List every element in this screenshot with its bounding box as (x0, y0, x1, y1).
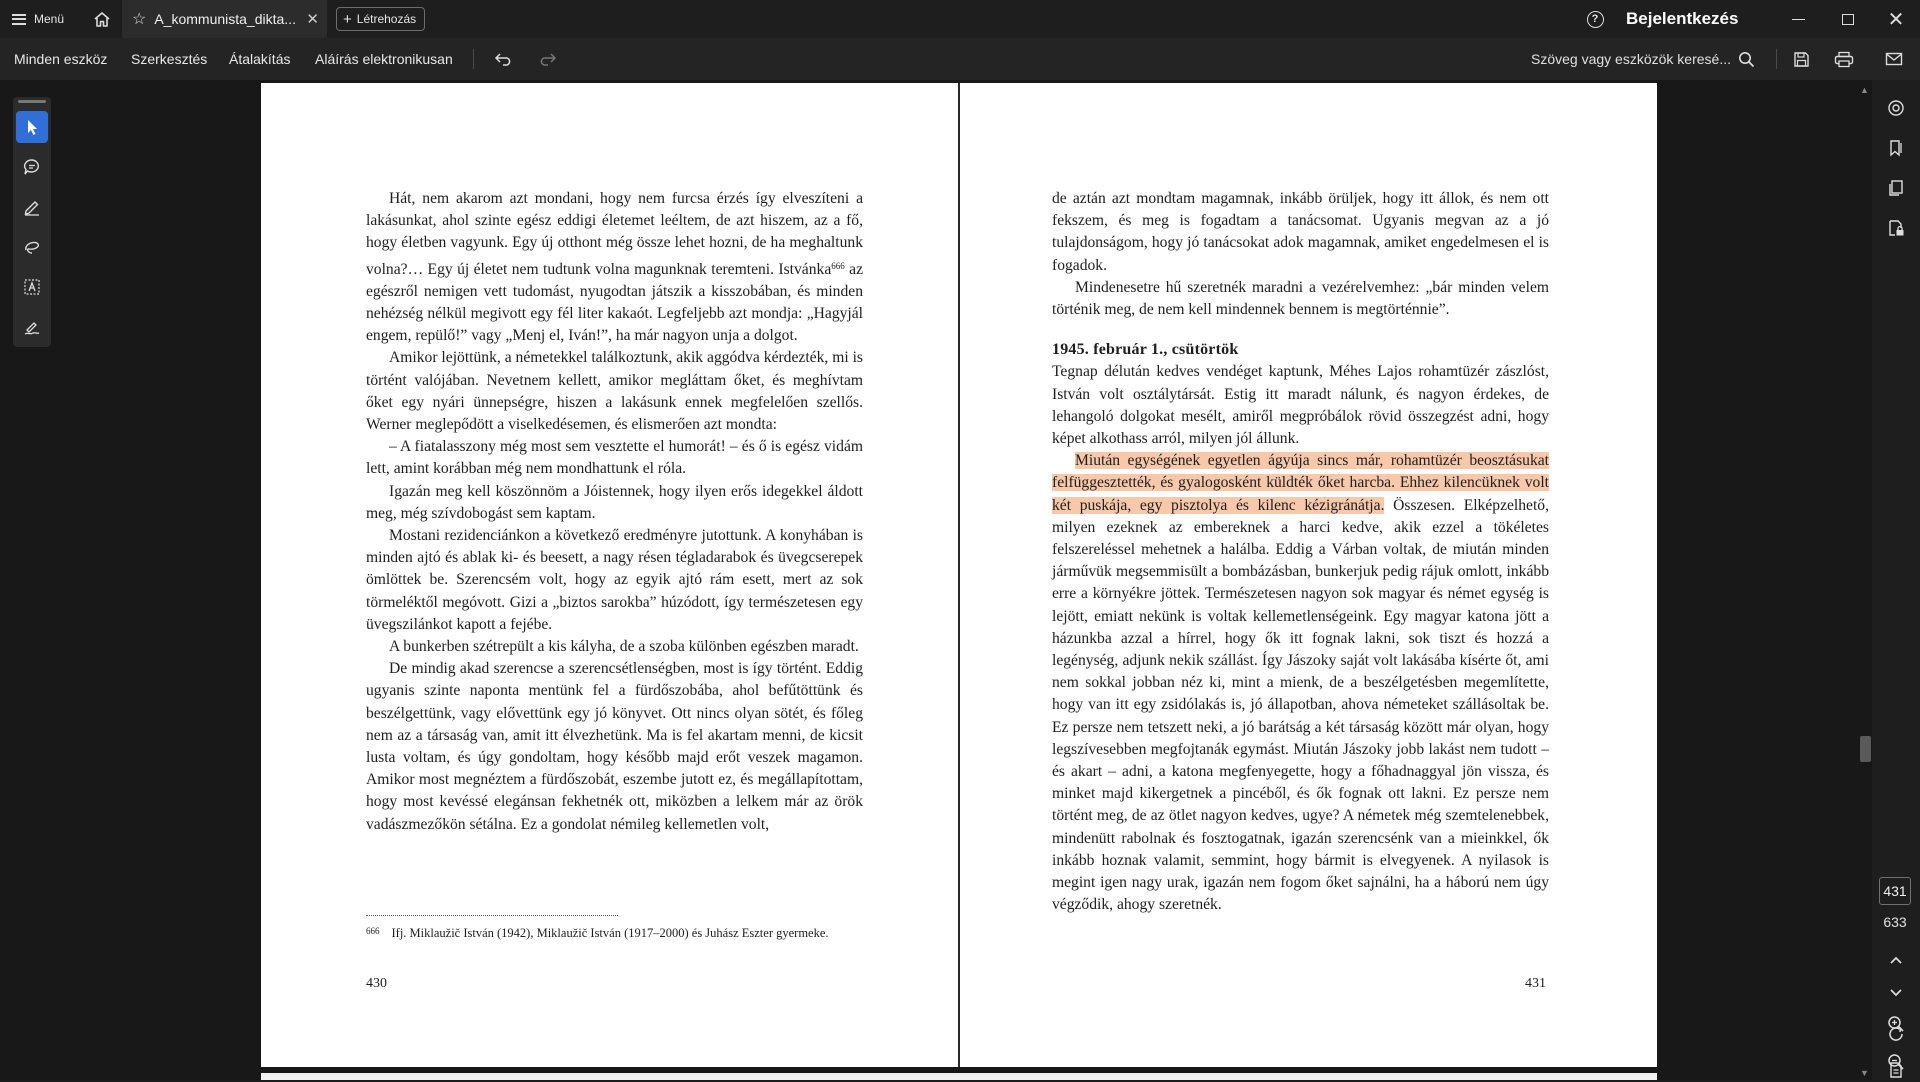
text-select-tool[interactable] (16, 271, 48, 303)
help-button[interactable] (1585, 0, 1605, 38)
email-button[interactable] (1885, 38, 1903, 80)
convert-menu[interactable]: Átalakítás (229, 51, 291, 67)
footnote-text: Ifj. Miklaužič István (1942), Miklaužič István (1917–2000) és Juhász Eszter gyermeke. (391, 926, 829, 940)
menu-label: Menü (34, 12, 65, 26)
footnote-number: 666 (366, 926, 380, 936)
search-field[interactable]: Szöveg vagy eszközök keresé... (1531, 51, 1731, 67)
pages-button[interactable] (1884, 176, 1908, 200)
paragraph: De mindig akad szerencse a szerencsétlenségben, most is így történt. Eddig ugyanis szinte naponta mentünk fel a fürdőszobába, ahol befűtöttünk és beszélgettünk, vagy elővettünk egy jó könyvet. Ott nincs olyan sötét, és főleg nem az a társaság van, amit itt élvezhetünk. Ma is fel akartam menni, de kicsit lusta voltam, és úgy gondoltam, hogy később majd erőt veszek magamon. Amikor most megnéztem a fürdőszobát, eszembe jutott ez, és megállapítottam, hogy most kevéssé elegánsan fekhetnék ott, miközben a lelkem már az örök vadászmezőkön sétálna. Ez a gondolat némileg kellemetlen volt, (366, 660, 863, 833)
restore-button[interactable] (1838, 0, 1858, 38)
page-number: 431 (1525, 976, 1546, 991)
zoom-in-button[interactable] (1884, 1012, 1908, 1036)
minimize-button[interactable] (1788, 0, 1808, 38)
create-label: Létrehozás (356, 12, 417, 26)
star-icon[interactable]: ☆ (132, 11, 147, 28)
freehand-icon (23, 238, 41, 256)
ai-assistant-icon (1887, 99, 1905, 117)
zoom-in-icon (1887, 1015, 1905, 1033)
all-tools-menu[interactable]: Minden eszköz (14, 51, 108, 67)
redo-icon (537, 52, 557, 66)
page-text (1052, 188, 1549, 917)
print-icon (1834, 51, 1854, 68)
paragraph: Hát, nem akarom azt mondani, hogy nem furcsa érzés így elveszíteni a lakásunkat, ahol szinte egész eddigi életemet leéltem, de azt hiszem, az a fő, hogy életben vagyunk. Egy új otthont még össze lehet hozni, de ha meghaltunk volna?… Egy új életet nem tudtunk volna magunknak teremteni. Istvánka$^{666}$ az egészről nemigen vett tudomást, nyugodtan játszik a kisszobában, és minden nehézség nélkül megivott egy fél liter kakaót. Legfeljebb azt mondja: „Hagyjál engem, repülő!” vagy „Menj el, Iván!”, ha már nagyon unja a dolgot. (366, 190, 863, 345)
cursor-icon (24, 118, 40, 136)
page-number: 430 (366, 976, 387, 991)
paragraph: Igazán meg kell köszönnöm a Jóistennek, hogy ilyen erős idegekkel áldott meg, még szívdobogást sem kaptam. (366, 482, 863, 522)
signature-icon (23, 318, 41, 336)
document-tab[interactable] (122, 0, 327, 38)
save-button[interactable] (1793, 38, 1810, 80)
paragraph: Tegnap délután kedves vendéget kaptunk, Méhes Lajos rohamtüzér zászlóst, István volt osztálytársát. Estig itt maradt nálunk, és nagyon érdekes, de lehangoló dolgokat mesélt, amiről megpróbálok rövid összegzést adni, hogy képet alkothass arról, milyen jól állunk. (1052, 363, 1549, 448)
toolbar-divider (473, 49, 474, 69)
paragraph: Mostani rezidenciánkon a következő eredményre jutottunk. A konyhában is minden ajtó és ablak ki- és beesett, a nagy résen tégladarabok és üvegcserepek ömlöttek be. Szerencsém volt, hogy az egyik ajtó rám esett, mert az sok törmeléktől megóvott. Gizi a „biztos sarokba” húzódott, így természetesen egy üvegszilánkot kapott a fejébe. (366, 527, 863, 633)
comment-icon (23, 158, 41, 176)
text-box-icon (23, 278, 41, 296)
paragraph: Amikor lejöttünk, a németekkel találkoztunk, akik aggódva kérdezték, mi is történt valójában. Nevetnem kellett, amikor megláttam őket, és meghívtam őket egy nyári ünnepségre, hiszen a lakásunk ennek megfelelően szellős. Werner meglepődött a viselkedésemen, és elismerően azt mondta: (366, 349, 863, 434)
e-sign-menu[interactable]: Aláírás elektronikusan (315, 51, 453, 67)
footnote-separator (366, 915, 618, 916)
restore-icon (1842, 14, 1854, 25)
search-icon (1738, 51, 1755, 68)
previous-page-button[interactable] (1884, 948, 1908, 972)
edit-menu[interactable]: Szerkesztés (131, 51, 208, 67)
redo-button[interactable] (537, 38, 557, 80)
close-tab-icon[interactable]: ✕ (306, 11, 319, 28)
sign-in-link[interactable]: Bejelentkezés (1626, 9, 1739, 28)
total-pages: 633 (1883, 914, 1907, 930)
page-text (366, 188, 863, 836)
next-page-button[interactable] (1884, 981, 1908, 1005)
paragraph: de aztán azt mondtam magamnak, inkább örüljek, hogy itt állok, és nem ott fekszem, és meg is fogadtam a tanácsomat. Ugyanis megvan az a jó tulajdonságom, hogy jó tanácsokat adok magamnak, amiket engedelmesen el is fogadok. (1052, 190, 1549, 274)
right-side-panel (1872, 80, 1920, 1080)
pages-icon (1887, 179, 1905, 197)
sign-tool[interactable] (16, 311, 48, 343)
scroll-down-arrow-icon[interactable]: ▼ (1860, 1068, 1869, 1078)
main-toolbar (0, 38, 1920, 80)
zoom-out-button[interactable] (1884, 1050, 1908, 1074)
document-page-left (261, 83, 958, 1067)
bookmarks-button[interactable] (1884, 136, 1908, 160)
drag-handle[interactable] (18, 100, 46, 103)
home-icon (93, 11, 111, 28)
paragraph: Mindenesetre hű szeretnék maradni a vezérelvemhez: „bár minden velem történik meg, de nem kell mindennek bennem is megtörténnie”. (1052, 278, 1549, 319)
tab-title: A_kommunista_dikta... (154, 11, 296, 27)
quick-tools-panel (13, 97, 51, 347)
footnote-ref[interactable]: 666 (831, 260, 845, 271)
email-icon (1885, 52, 1903, 66)
close-window-button[interactable]: ✕ (1887, 8, 1905, 31)
date-heading: 1945. február 1., csütörtök (1052, 341, 1239, 359)
bookmark-icon (1887, 139, 1905, 157)
current-page-input[interactable]: 431 (1879, 877, 1911, 905)
document-lock-icon (1887, 219, 1905, 237)
chevron-up-icon (1889, 955, 1903, 965)
zoom-out-icon (1887, 1053, 1905, 1071)
select-tool[interactable] (16, 111, 48, 143)
create-button[interactable] (336, 0, 425, 38)
title-bar (0, 0, 1920, 38)
next-page-edge (261, 1073, 1657, 1080)
paragraph: – A fiatalasszony még most sem vesztette el humorát! – és ő is egész vidám lett, amint korábban még nem mondhattunk el róla. (366, 438, 863, 478)
save-icon (1793, 51, 1810, 68)
document-page-right (960, 83, 1657, 1067)
scroll-up-arrow-icon[interactable]: ▲ (1860, 85, 1869, 95)
chevron-down-icon (1889, 988, 1903, 998)
print-button[interactable] (1834, 38, 1854, 80)
comment-tool[interactable] (16, 151, 48, 183)
minimize-icon (1792, 19, 1805, 20)
paragraph: Miután egységének egyetlen ágyúja sincs már, rohamtüzér beosztásukat felfüggesztették, és gyalogosként küldték őket harcba. Ehhez kilencüknek volt két puskája, egy pisztolya és kilenc kézigránátja. Összesen. Elképzelhető, milyen ezeknek az embereknek a harci kedve, akik ezzel a tökéletes felszereléssel mehetnek a halálba. Eddig a Várban voltak, de miután minden járművük megsemmisült a bombázásban, bunkerjuk pedig rájuk omlott, inkább erre a környékre jöttek. Természetesen nagyon sok magyar és német egység is lejött, emiatt nekünk is voltak kellemetlenségeink. Egy magyar katona jött a házunkba azzal a hírrel, hogy ők itt fognak lakni, sok tiszt és hozzá a legénység, adjunk nekik szállást. Így Jászoky saját volt lakásába kísérte őt, ami nem sokkal jobban néz ki, mint a mienk, de a beszélgetésben megemlítette, hogy van itt egy zsidólakás is, jó állapotban, ahova németeket szállásoltak be. Ez persze nem tetszett neki, a jó barátság a két társaság között már olyan, hogy legszívesebben megfojtanák egymást. Miután Jászoky jobb lakást nem tudott – és akart – adni, a katona megfenyegette, hogy a főhadnaggyal jön vissza, és minket majd kikergetnek a pincéből, és ők fognak ott lakni. Ez persze nem történt meg, de az ötlet nagyon kedves, ugye? A németek még szemtelenebbek, mindenütt rabolnak és fosztogatnak, igazán szerencsénk van a mieinkkel, ők inkább hoznak valamit, semmint, hogy bármit is elvegyenek. A nyilasok is megint igen nagy urak, igazán nem fogom őket sajnálni, ha a háború nem úgy végződik, ahogy szeretnék. (1052, 452, 1549, 914)
home-button[interactable] (88, 0, 116, 38)
help-icon: ? (1587, 11, 1604, 28)
highlight-tool[interactable] (16, 191, 48, 223)
vertical-scrollbar[interactable] (1858, 83, 1872, 1080)
undo-button[interactable] (494, 38, 514, 80)
menu-button[interactable] (12, 0, 64, 38)
pen-icon (23, 198, 41, 216)
draw-tool[interactable] (16, 231, 48, 263)
toolbar-divider (1776, 49, 1777, 69)
paragraph: A bunkerben szétrepült a kis kályha, de a szoba különben egészben maradt. (389, 638, 859, 656)
plus-icon: + (343, 10, 352, 28)
search-button[interactable] (1738, 38, 1755, 80)
attachments-button[interactable] (1884, 216, 1908, 240)
ai-assistant-button[interactable] (1884, 96, 1908, 120)
hamburger-icon (12, 14, 26, 25)
scroll-thumb[interactable] (1860, 736, 1871, 762)
footnote (366, 926, 886, 941)
undo-icon (494, 52, 514, 66)
text-highlight[interactable]: Miután egységének egyetlen ágyúja sincs már, rohamtüzér beosztásukat felfüggesztették, és gyalogosként küldték őket harcba. Ehhez kilencüknek volt két puskája, egy pisztolya és kilenc kézigránátja. (1052, 452, 1549, 514)
